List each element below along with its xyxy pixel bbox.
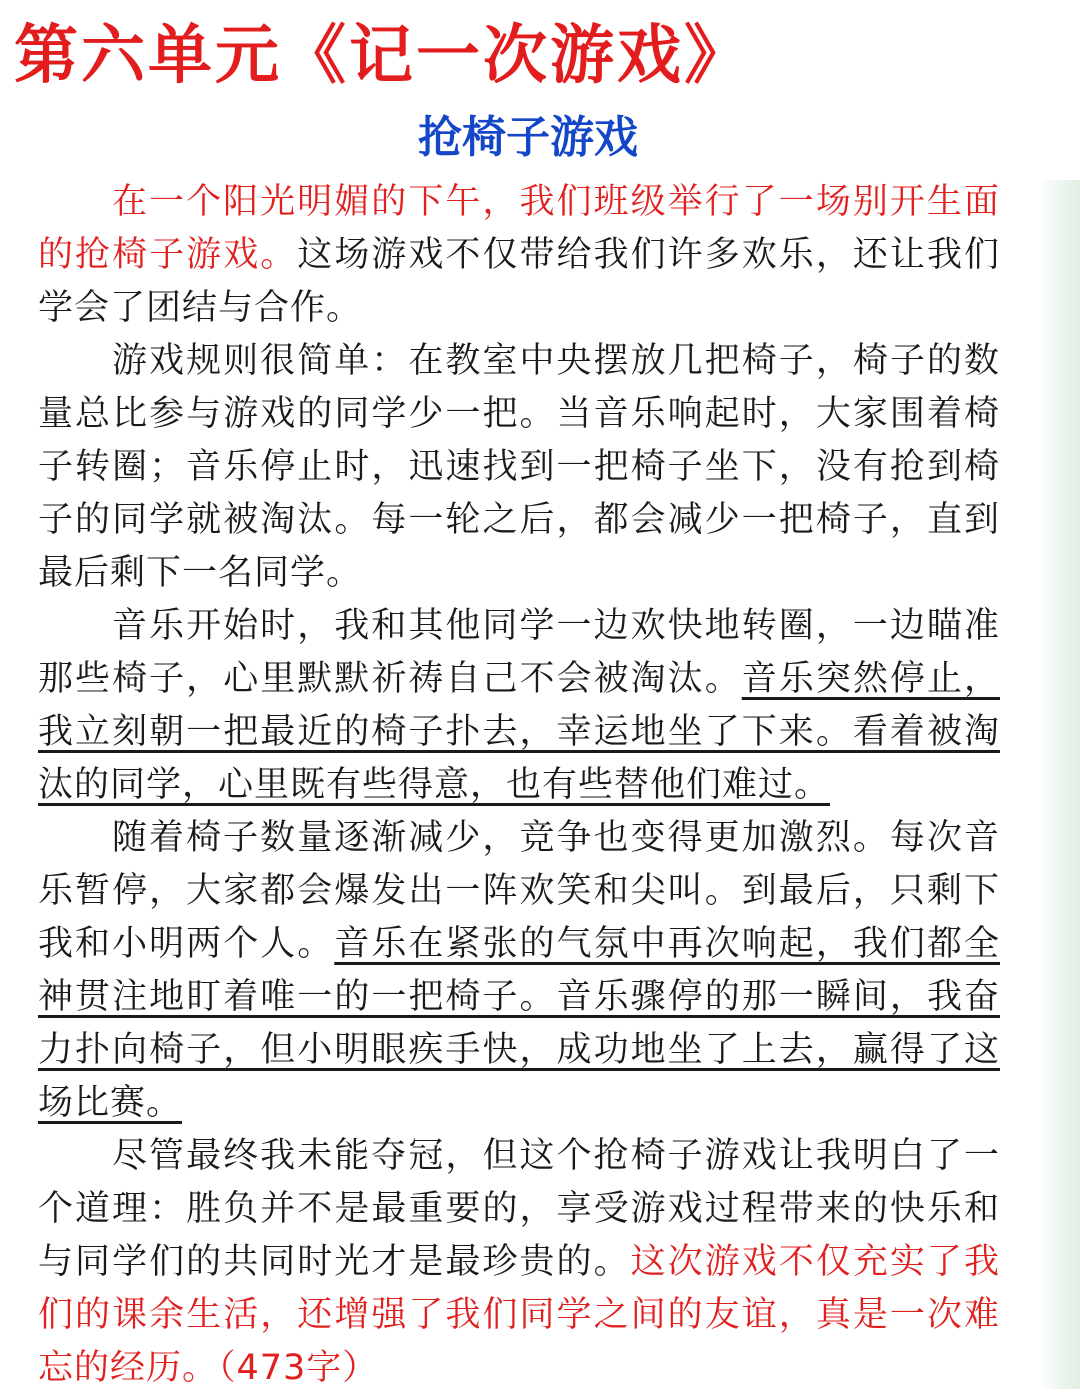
- paragraph-2: [38, 335, 1000, 600]
- paragraph-text: 这场游戏不仅带给我们许多欢乐，还让我们学会了团结与合作。: [38, 235, 1000, 328]
- paragraph-text: 音乐开始时，我和其他同学一边欢快地转圈，一边瞄准那些椅子，心里默默祈祷自己不会被淘汰。: [38, 606, 1000, 699]
- paragraph-5: [38, 1130, 1000, 1395]
- unit-title: 第六单元《记一次游戏》: [14, 19, 751, 93]
- red-opening-sentence: 在一个阳光明媚的下午，我们班级举行了一场别开生面的抢椅子游戏。: [38, 182, 1000, 275]
- essay-body: [38, 176, 1000, 1395]
- page-edge-shadow: [1040, 180, 1080, 1389]
- red-closing-sentence: 这次游戏不仅充实了我们的课余生活，还增强了我们同学之间的友谊，真是一次难忘的经历。（473字）: [38, 1242, 1000, 1388]
- paragraph-text: 尽管最终我未能夺冠，但这个抢椅子游戏让我明白了一个道理：胜负并不是最重要的，享受游戏过程带来的快乐和与同学们的共同时光才是最珍贵的。: [38, 1136, 1000, 1282]
- paragraph-3: [38, 600, 1000, 812]
- paragraph-text: 游戏规则很简单：在教室中央摆放几把椅子，椅子的数量总比参与游戏的同学少一把。当音乐响起时，大家围着椅子转圈；音乐停止时，迅速找到一把椅子坐下，没有抢到椅子的同学就被淘汰。每一轮之后，都会减少一把椅子，直到最后剩下一名同学。: [38, 341, 1000, 593]
- paragraph-4: [38, 812, 1000, 1130]
- paragraph-1: [38, 176, 1000, 335]
- essay-title: 抢椅子游戏: [418, 112, 638, 163]
- underlined-passage: 音乐在紧张的气氛中再次响起，我们都全神贯注地盯着唯一的一把椅子。音乐骤停的那一瞬间，我奋力扑向椅子，但小明眼疾手快，成功地坐了上去，赢得了这场比赛。: [38, 924, 1000, 1123]
- underlined-passage: 音乐突然停止，我立刻朝一把最近的椅子扑去，幸运地坐了下来。看着被淘汰的同学，心里既有些得意，也有些替他们难过。: [38, 659, 1000, 805]
- paragraph-text: 随着椅子数量逐渐减少，竞争也变得更加激烈。每次音乐暂停，大家都会爆发出一阵欢笑和尖叫。到最后，只剩下我和小明两个人。: [38, 818, 1000, 964]
